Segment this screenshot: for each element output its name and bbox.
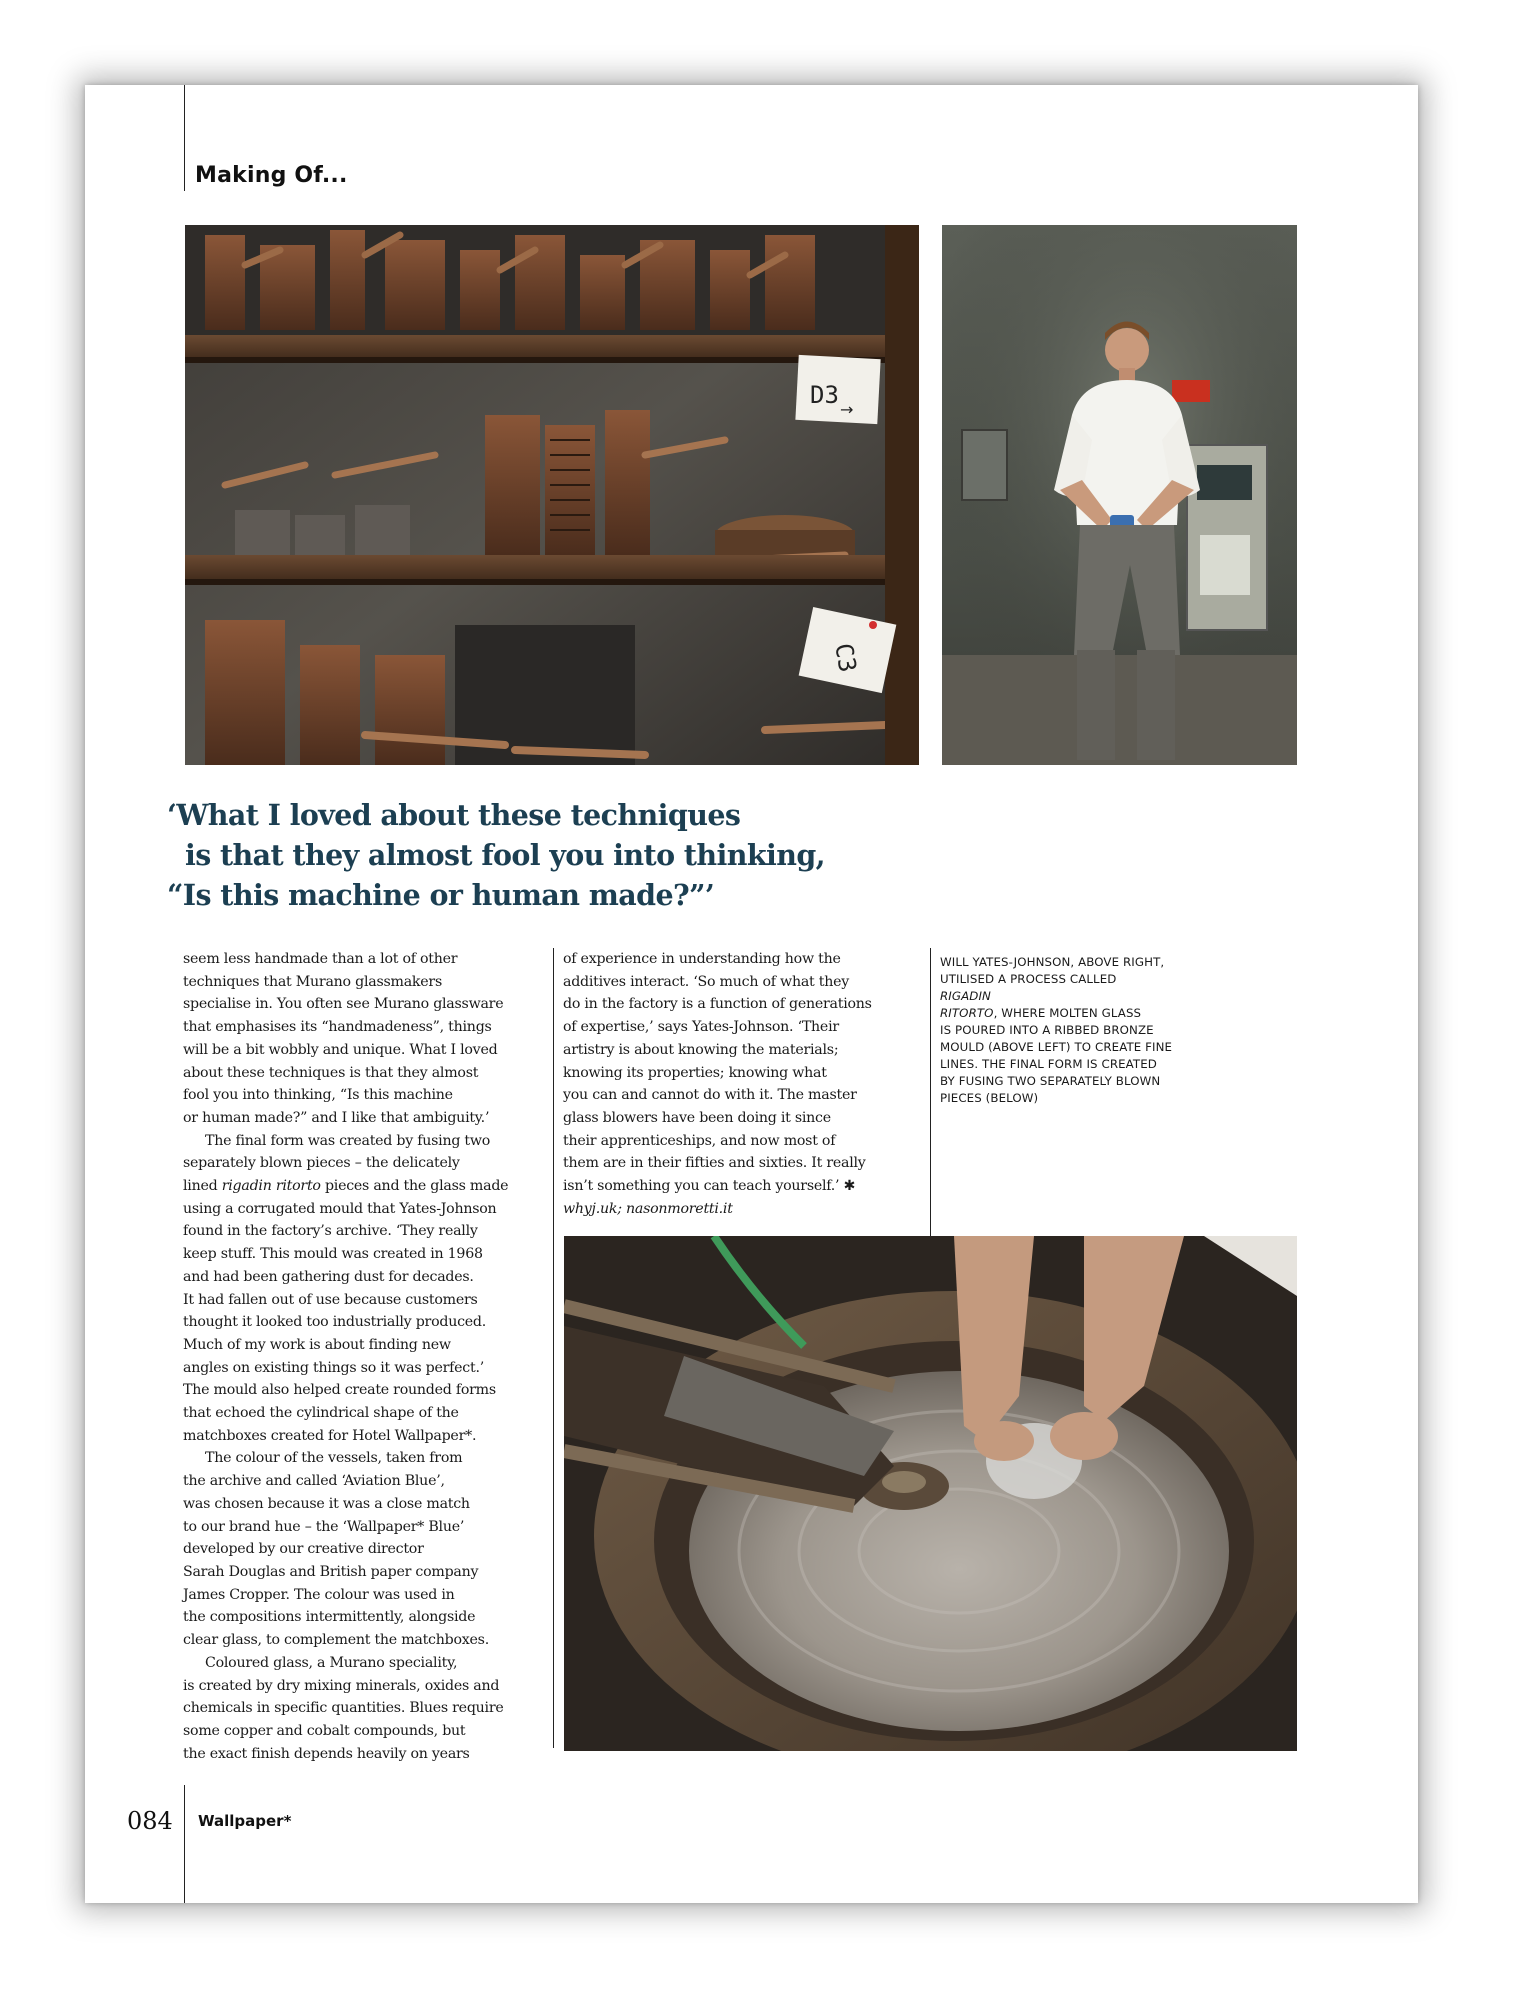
end-mark-icon: ✱ — [843, 1178, 856, 1195]
caption-line: MOULD (ABOVE LEFT) TO CREATE FINE — [940, 1040, 1173, 1054]
photo-designer-portrait — [942, 225, 1297, 765]
body-italic-term: rigadin ritorto — [221, 1178, 321, 1195]
body-line: their apprenticeships, and now most of — [563, 1132, 836, 1149]
page-number: 084 — [127, 1807, 173, 1835]
body-line: chemicals in specific quantities. Blues require — [183, 1700, 504, 1717]
pull-quote-line-1: ‘What I loved about these techniques — [167, 798, 741, 832]
caption-line: PIECES (BELOW) — [940, 1091, 1039, 1105]
body-column-2 — [563, 948, 915, 1220]
caption-line — [940, 1005, 1200, 1022]
body-line: separately blown pieces – the delicately — [183, 1155, 460, 1172]
body-line: Coloured glass, a Murano speciality, — [205, 1654, 458, 1671]
body-line — [183, 1175, 533, 1198]
shelf-label-d3: D3 — [810, 381, 839, 409]
photo-caption — [940, 954, 1200, 1107]
body-line: The mould also helped create rounded forms — [183, 1382, 496, 1399]
caption-text: , WHERE MOLTEN GLASS — [993, 1006, 1142, 1020]
body-line: specialise in. You often see Murano glassware — [183, 996, 504, 1013]
body-line: do in the factory is a function of generations — [563, 996, 872, 1013]
body-line: found in the factory’s archive. ‘They really — [183, 1223, 478, 1240]
body-line: seem less handmade than a lot of other — [183, 951, 458, 967]
body-line: techniques that Murano glassmakers — [183, 973, 442, 990]
caption-italic-term: RITORTO — [940, 1006, 994, 1020]
body-line: clear glass, to complement the matchboxes. — [183, 1632, 489, 1649]
body-line: Sarah Douglas and British paper company — [183, 1563, 479, 1580]
body-line: or human made?” and I like that ambiguity.’ — [183, 1109, 490, 1126]
body-line: will be a bit wobbly and unique. What I loved — [183, 1041, 498, 1058]
body-line: of experience in understanding how the — [563, 951, 841, 967]
footer-rule — [184, 1785, 185, 1903]
body-line: and had been gathering dust for decades. — [183, 1268, 474, 1285]
photo-mould-shelves — [185, 225, 919, 765]
body-line: artistry is about knowing the materials; — [563, 1041, 839, 1058]
article-links: whyj.uk; nasonmoretti.it — [563, 1200, 733, 1217]
body-line: It had fallen out of use because customers — [183, 1291, 478, 1308]
body-text: lined — [183, 1178, 218, 1195]
pull-quote — [167, 795, 927, 915]
column-rule-1 — [553, 948, 554, 1748]
body-text: pieces and the glass made — [324, 1178, 509, 1195]
pull-quote-line-2: is that they almost fool you into thinking, — [185, 838, 825, 872]
body-line: the exact finish depends heavily on years — [183, 1745, 470, 1762]
caption-line: LINES. THE FINAL FORM IS CREATED — [940, 1057, 1157, 1071]
body-line: angles on existing things so it was perfect.’ — [183, 1359, 484, 1376]
body-line: was chosen because it was a close match — [183, 1495, 470, 1512]
body-line: about these techniques is that they almost — [183, 1064, 479, 1081]
body-line: fool you into thinking, “Is this machine — [183, 1087, 453, 1104]
body-line: the compositions intermittently, alongside — [183, 1609, 476, 1626]
magazine-page — [85, 85, 1418, 1903]
body-column-1 — [183, 948, 533, 1765]
body-line: the archive and called ‘Aviation Blue’, — [183, 1473, 445, 1490]
shelf-label-arrow: → — [840, 400, 854, 419]
section-label: Making Of... — [195, 163, 348, 188]
caption-line — [940, 988, 1200, 1005]
top-left-rule — [184, 85, 185, 191]
body-line — [563, 1175, 915, 1198]
shelf-label-c3: C3 — [829, 641, 862, 675]
body-line: you can and cannot do with it. The master — [563, 1087, 857, 1104]
caption-line: BY FUSING TWO SEPARATELY BLOWN — [940, 1074, 1161, 1088]
body-line: keep stuff. This mould was created in 1968 — [183, 1246, 483, 1263]
caption-line: WILL YATES-JOHNSON, ABOVE RIGHT, — [940, 955, 1165, 969]
body-line: thought it looked too industrially produced. — [183, 1314, 487, 1331]
caption-line: IS POURED INTO A RIBBED BRONZE — [940, 1023, 1154, 1037]
body-line: is created by dry mixing minerals, oxides and — [183, 1677, 500, 1694]
body-text: isn’t something you can teach yourself.’ — [563, 1178, 840, 1195]
body-line: using a corrugated mould that Yates-Johnson — [183, 1200, 497, 1217]
body-line: glass blowers have been doing it since — [563, 1109, 831, 1126]
body-line: The final form was created by fusing two — [205, 1132, 491, 1149]
body-line: The colour of the vessels, taken from — [205, 1450, 463, 1467]
body-line: to our brand hue – the ‘Wallpaper* Blue’ — [183, 1518, 465, 1535]
body-line: matchboxes created for Hotel Wallpaper*. — [183, 1427, 477, 1444]
body-line: additives interact. ‘So much of what they — [563, 973, 849, 990]
body-line: that emphasises its “handmadeness”, things — [183, 1019, 492, 1036]
body-line: knowing its properties; knowing what — [563, 1064, 827, 1081]
photo-grinding-wheel — [564, 1236, 1297, 1751]
body-line: them are in their fifties and sixties. It really — [563, 1155, 866, 1172]
pull-quote-line-3: “Is this machine or human made?”’ — [167, 878, 715, 912]
body-line: developed by our creative director — [183, 1541, 424, 1558]
body-line: of expertise,’ says Yates-Johnson. ‘Their — [563, 1019, 839, 1036]
brand-name: Wallpaper* — [198, 1812, 292, 1830]
caption-italic-term: RIGADIN — [940, 989, 991, 1003]
caption-line: UTILISED A PROCESS CALLED — [940, 972, 1117, 986]
body-line: Much of my work is about finding new — [183, 1336, 451, 1353]
body-line: that echoed the cylindrical shape of the — [183, 1405, 459, 1422]
body-line: James Cropper. The colour was used in — [183, 1586, 455, 1603]
body-line: some copper and cobalt compounds, but — [183, 1722, 466, 1739]
